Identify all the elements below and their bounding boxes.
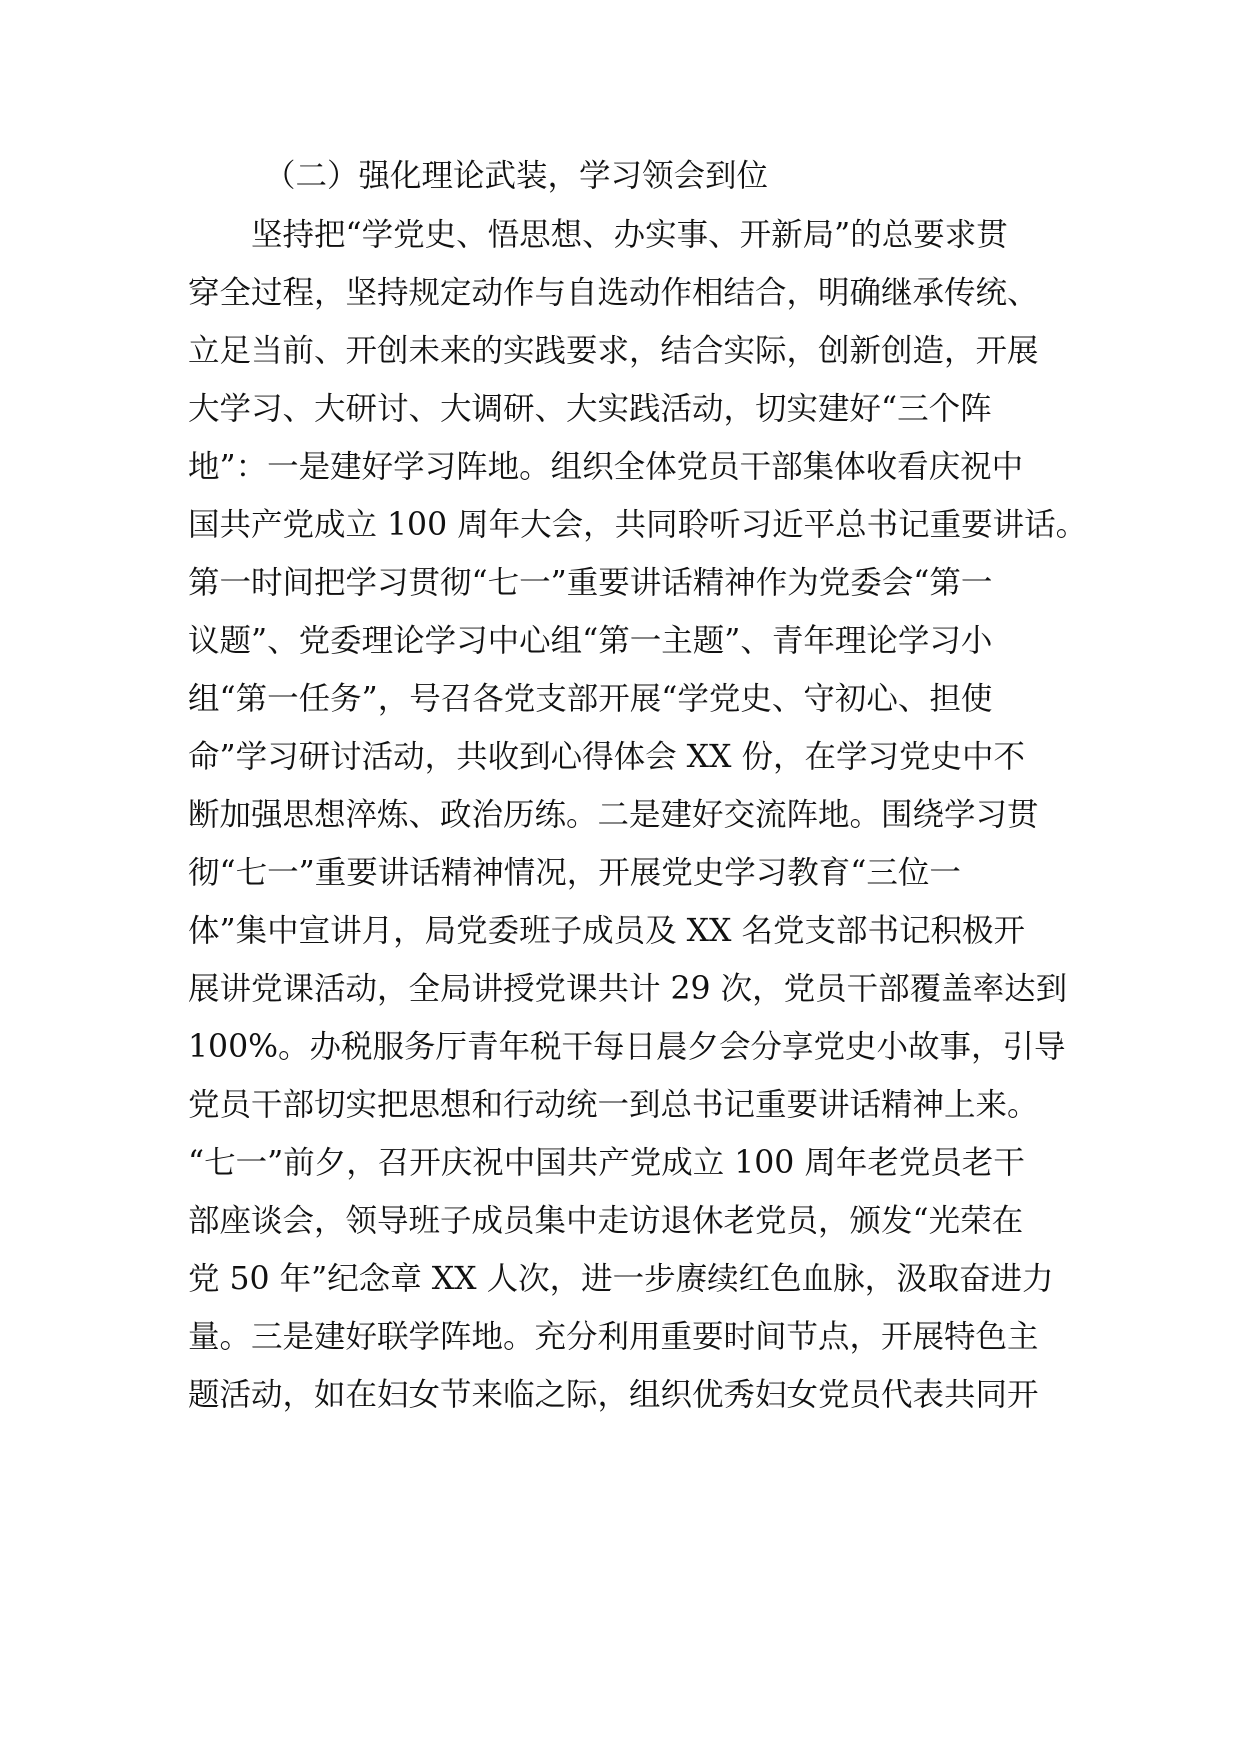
paragraph-line: 彻“七一”重要讲话精神情况，开展党史学习教育“三位一	[188, 855, 961, 891]
paragraph-line: 坚持把“学党史、悟思想、办实事、开新局”的总要求贯	[188, 217, 1008, 253]
paragraph-line: 展讲党课活动，全局讲授党课共计 29 次，党员干部覆盖率达到	[188, 971, 1068, 1007]
paragraph-line: 命”学习研讨活动，共收到心得体会 XX 份，在学习党史中不	[188, 739, 1025, 775]
paragraph-line: 穿全过程，坚持规定动作与自选动作相结合，明确继承传统、	[188, 275, 1039, 311]
paragraph-line: 体”集中宣讲月，局党委班子成员及 XX 名党支部书记积极开	[188, 913, 1025, 949]
paragraph-line: 国共产党成立 100 周年大会，共同聆听习近平总书记重要讲话。	[188, 507, 1088, 543]
paragraph-line: “七一”前夕，召开庆祝中国共产党成立 100 周年老党员老干	[188, 1145, 1025, 1181]
paragraph-line: 立足当前、开创未来的实践要求，结合实际，创新创造，开展	[188, 333, 1039, 369]
paragraph-line: 第一时间把学习贯彻“七一”重要讲话精神作为党委会“第一	[188, 565, 993, 601]
paragraph-line: 100%。办税服务厅青年税干每日晨夕会分享党史小故事，引导	[188, 1029, 1066, 1065]
paragraph-line: 题活动，如在妇女节来临之际，组织优秀妇女党员代表共同开	[188, 1377, 1039, 1413]
paragraph-line: 断加强思想淬炼、政治历练。二是建好交流阵地。围绕学习贯	[188, 797, 1039, 833]
paragraph-line: 组“第一任务”，号召各党支部开展“学党史、守初心、担使	[188, 681, 993, 717]
paragraph-line: 党员干部切实把思想和行动统一到总书记重要讲话精神上来。	[188, 1087, 1039, 1123]
paragraph-line: 议题”、党委理论学习中心组“第一主题”、青年理论学习小	[188, 623, 993, 659]
paragraph-line: 党 50 年”纪念章 XX 人次，进一步赓续红色血脉，汲取奋进力	[188, 1261, 1054, 1297]
paragraph-line: 量。三是建好联学阵地。充分利用重要时间节点，开展特色主	[188, 1319, 1039, 1355]
paragraph-line: 大学习、大研讨、大调研、大实践活动，切实建好“三个阵	[188, 391, 992, 427]
paragraph-line: 地”：一是建好学习阵地。组织全体党员干部集体收看庆祝中	[188, 449, 1024, 485]
section-heading: （二）强化理论武装，学习领会到位	[264, 158, 769, 194]
paragraph-line: 部座谈会，领导班子成员集中走访退休老党员，颁发“光荣在	[188, 1203, 1024, 1239]
